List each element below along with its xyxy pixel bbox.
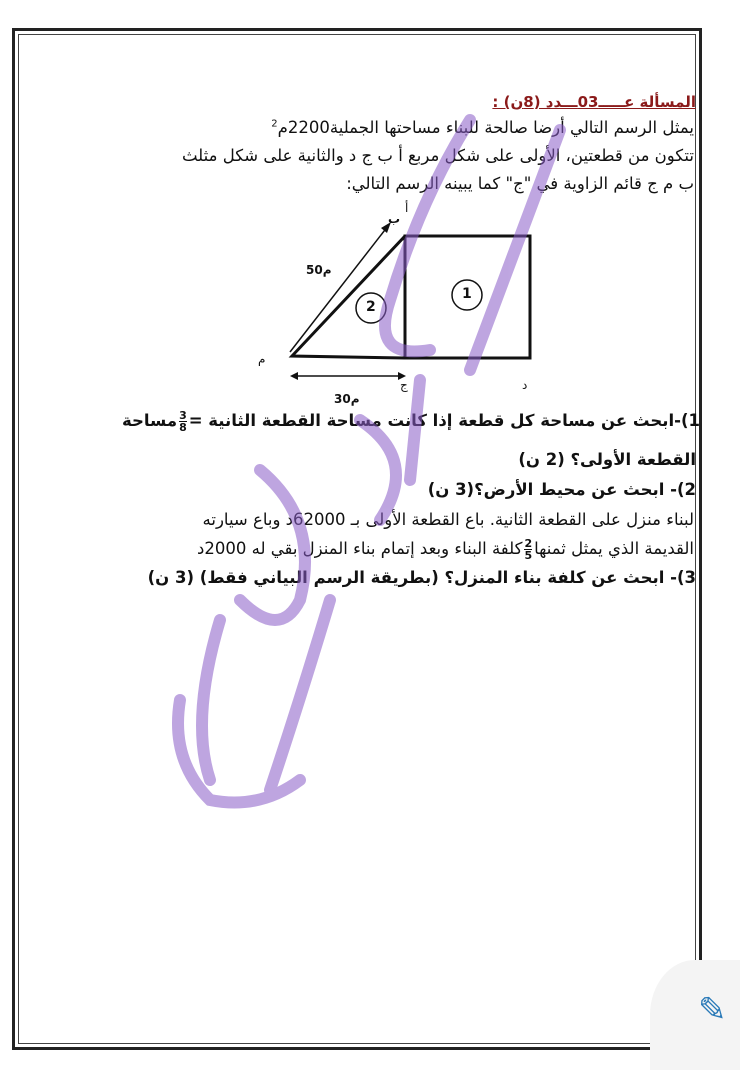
side-bm-arrow xyxy=(290,226,388,352)
vertex-d-label: د xyxy=(522,378,528,392)
side-bm-length: 50م xyxy=(306,263,332,277)
question-3: 3)- ابحث عن كلفة بناء المنزل؟ (بطريقة الرسم البياني فقط) (3 ن) xyxy=(147,568,696,587)
vertex-a-label: أ xyxy=(405,201,409,215)
pencil-icon: ✎ xyxy=(698,990,727,1030)
problem-heading: المسألة عـــــ03ـــدد (8ن) : xyxy=(492,93,696,111)
edit-button[interactable] xyxy=(650,960,740,1070)
piece-1-label: 1 xyxy=(462,286,472,302)
question-1-text: 1)-ابحث عن مساحة كل قطعة إذا كانت مساحة القطعة الثانية = xyxy=(188,411,700,430)
vertex-m-label: م xyxy=(258,352,266,366)
fraction-3-8 xyxy=(179,410,187,433)
question-1-cont: القطعة الأولى؟ (2 ن) xyxy=(518,450,696,469)
question-2: 2)- ابحث عن محيط الأرض؟(3 ن) xyxy=(427,480,696,499)
question-1-text-end: مساحة xyxy=(121,411,178,430)
land-diagram xyxy=(0,0,720,420)
piece-2-label: 2 xyxy=(366,299,376,315)
paragraph-line-2 xyxy=(197,538,694,561)
intro-line-1-text: يمثل الرسم التالي أرضا صالحة للبناء مساحتها الجملية2200م xyxy=(277,118,694,137)
triangle-piece-2 xyxy=(292,236,405,358)
fraction-denominator: 5 xyxy=(524,549,533,562)
intro-line-2: تتكون من قطعتين، الأولى على شكل مربع أ ب ج د والثانية على شكل مثلث xyxy=(181,146,694,165)
paragraph-line-2-end: كلفة البناء وبعد إتمام بناء المنزل بقي له 2000د xyxy=(197,539,523,558)
vertex-j-label: ج xyxy=(400,378,408,392)
side-mj-length: 30م xyxy=(334,392,360,406)
fraction-numerator: 3 xyxy=(179,409,187,422)
paragraph-line-1: لبناء منزل على القطعة الثانية. باع القطعة الأولى بـ 62000د وباع سيارته xyxy=(202,510,694,529)
vertex-b-label: ب xyxy=(388,212,401,226)
intro-line-3: ب م ج قائم الزاوية في "ج" كما يبينه الرسم التالي: xyxy=(346,174,694,193)
fraction-denominator: 8 xyxy=(179,421,187,434)
square-exponent: 2 xyxy=(271,118,278,130)
fraction-2-5 xyxy=(524,538,532,561)
arrowhead-icon xyxy=(290,372,298,380)
paragraph-line-2-text: القديمة الذي يمثل ثمنها xyxy=(534,539,694,558)
fraction-numerator: 2 xyxy=(524,537,533,550)
question-1 xyxy=(122,410,700,433)
